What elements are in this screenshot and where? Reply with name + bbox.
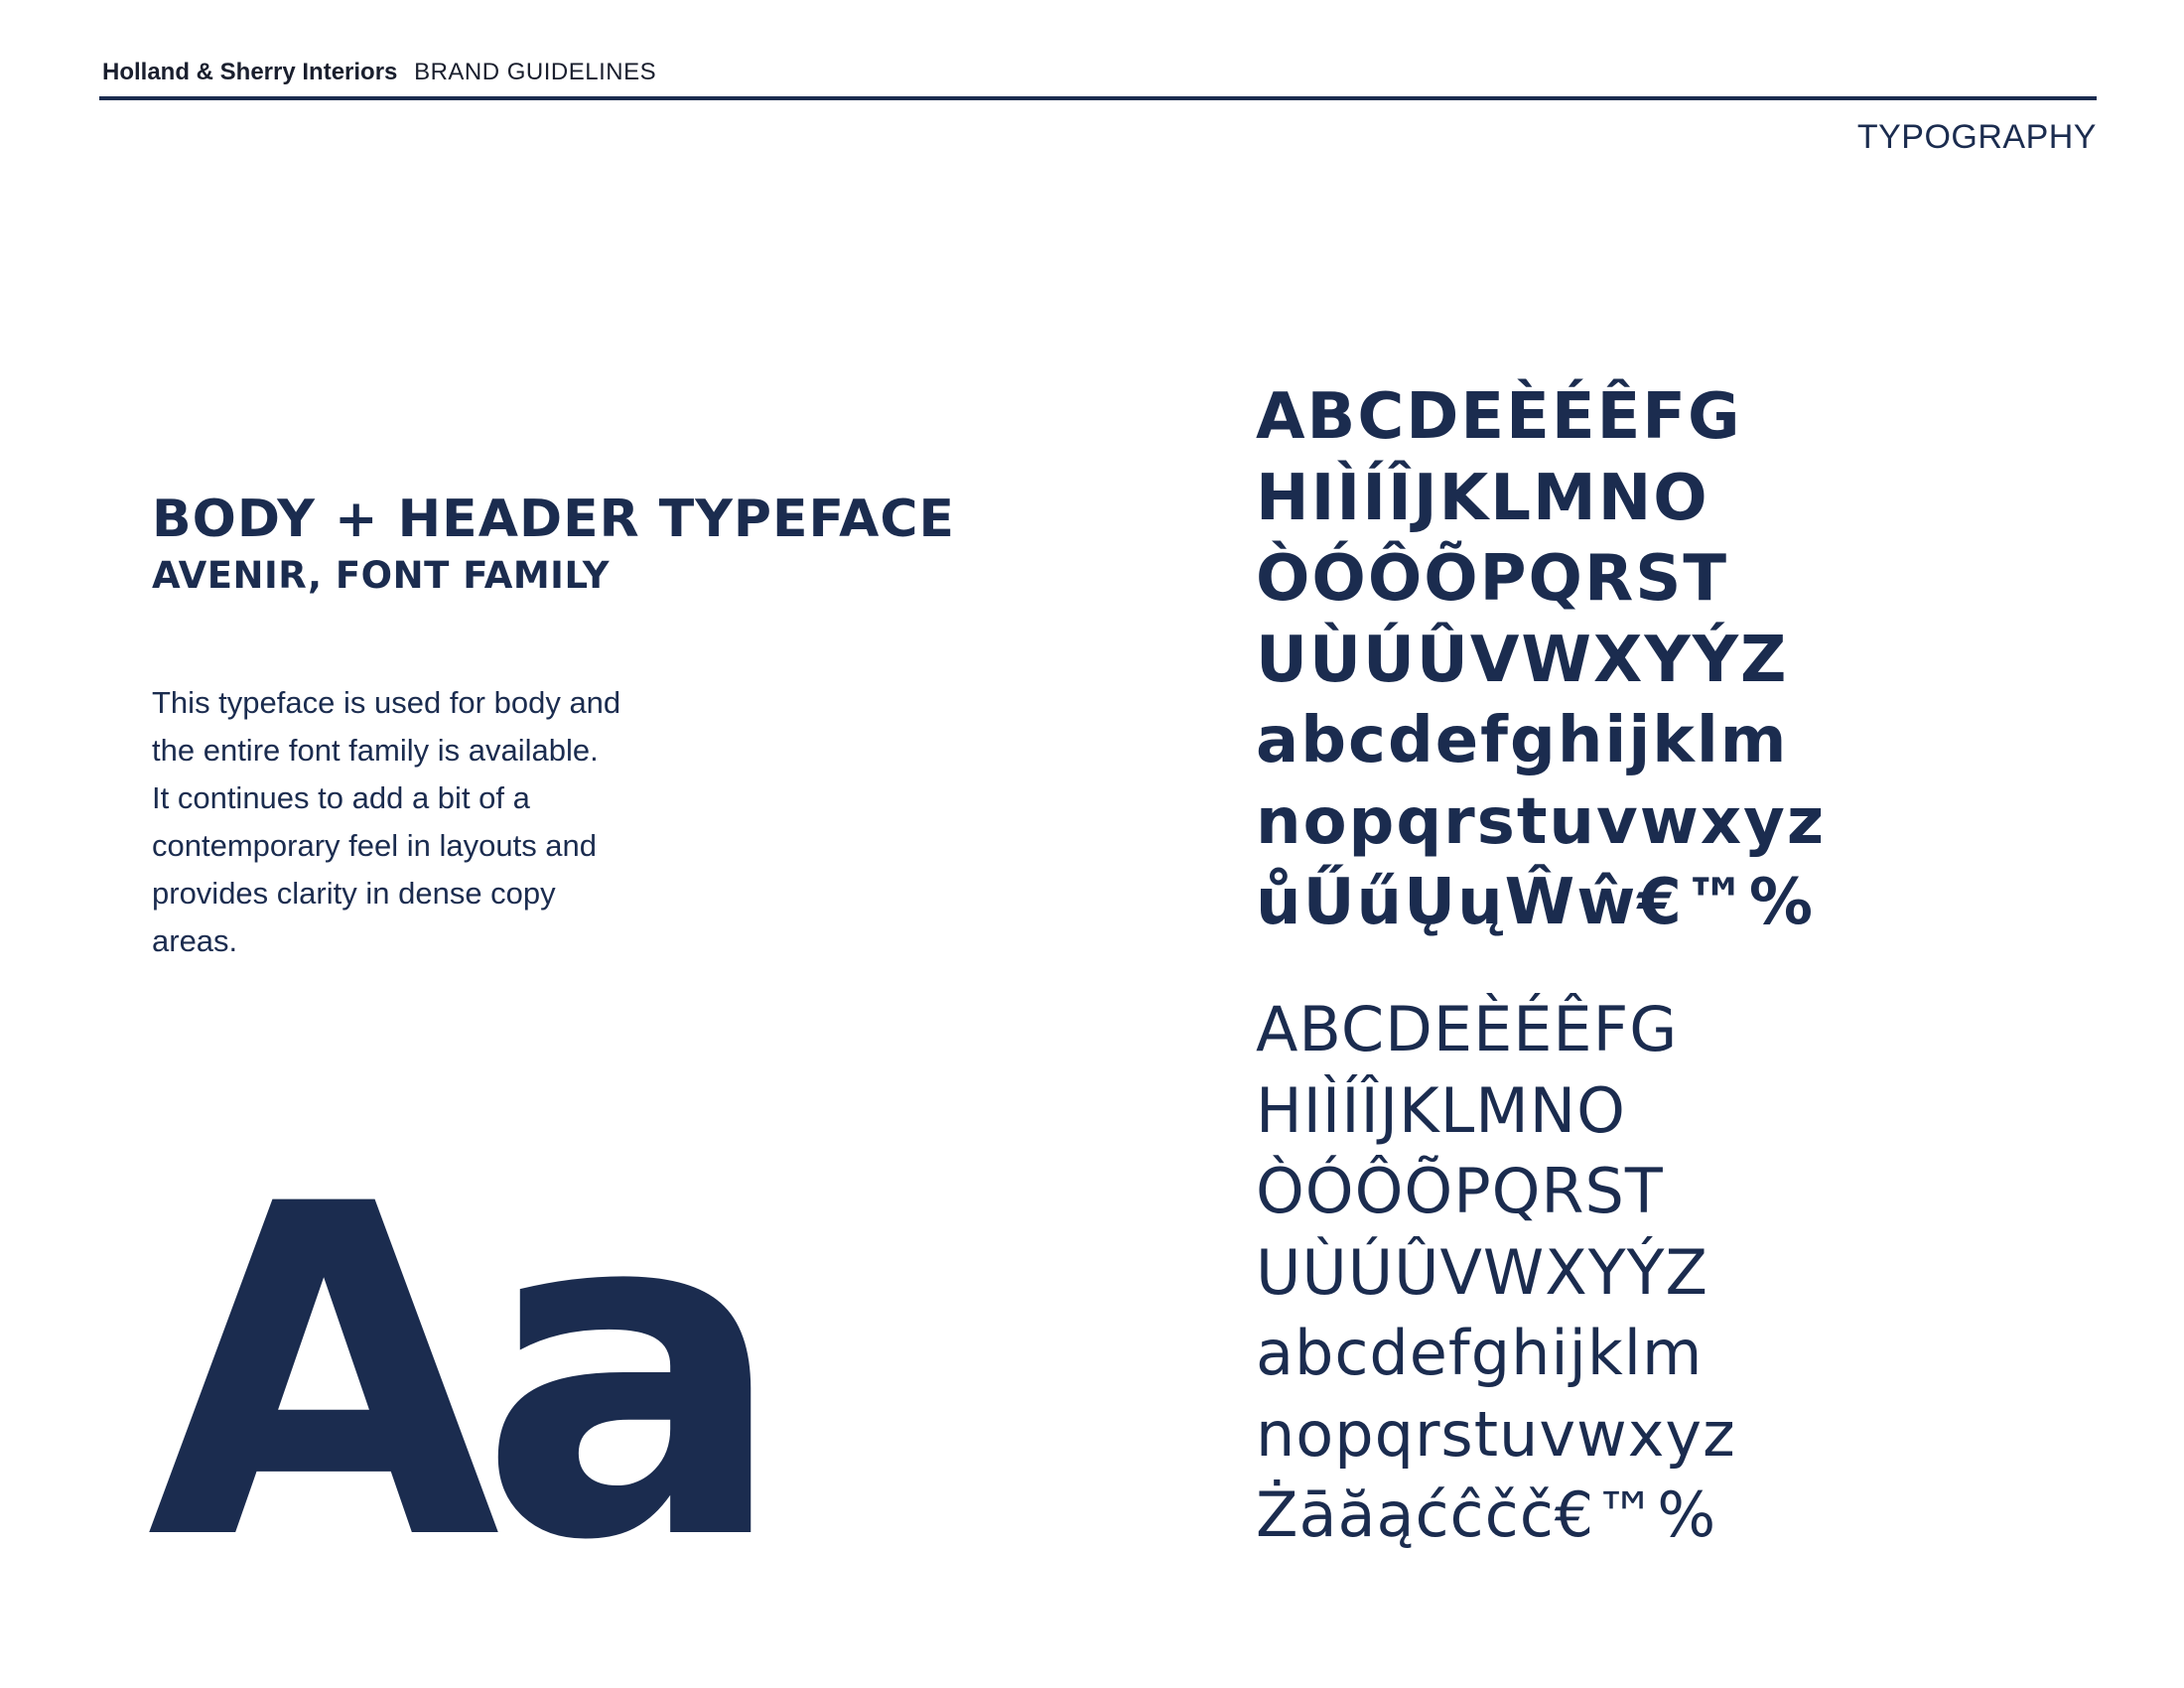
glyph-line: ABCDEÈÉÊFG (1256, 993, 1679, 1065)
glyph-line: Żāăąćĉčč€™% (1256, 1478, 1717, 1551)
description-line: areas. (152, 923, 238, 958)
glyph-line: nopqrstuvwxyz (1256, 1397, 1736, 1471)
glyph-line: UÙÚÛVWXYÝZ (1256, 1235, 1708, 1309)
document-title: BRAND GUIDELINES (414, 59, 657, 85)
regular-glyph-set (1256, 989, 1736, 1556)
description-line: provides clarity in dense copy (152, 876, 556, 911)
glyph-line: ÒÓÔÕPQRST (1256, 1155, 1664, 1227)
section-title: TYPOGRAPHY (1856, 118, 2097, 156)
page-header (102, 58, 656, 87)
glyph-line: ÒÓÔÕPQRST (1256, 542, 1728, 616)
typeface-title: BODY + HEADER TYPEFACE (152, 490, 956, 549)
glyph-line: HIÌÍÎJKLMNO (1256, 1073, 1626, 1147)
header-divider (99, 96, 2097, 100)
glyph-line: UÙÚÛVWXYÝZ (1256, 623, 1789, 697)
glyph-line: nopqrstuvwxyz (1256, 784, 1827, 859)
glyph-line: ABCDEÈÉÊFG (1256, 380, 1742, 454)
typeface-description (152, 679, 708, 965)
large-specimen: Aa (147, 1109, 765, 1640)
description-line: contemporary feel in layouts and (152, 828, 598, 863)
glyph-line: abcdefghijklm (1256, 1317, 1704, 1389)
description-line: This typeface is used for body and (152, 685, 621, 720)
description-line: It continues to add a bit of a (152, 780, 530, 815)
brand-name: Holland & Sherry Interiors (102, 59, 398, 85)
glyph-line: ůŰűŲųŴŵ€™% (1256, 866, 1815, 939)
description-line: the entire font family is available. (152, 733, 599, 768)
glyph-line: HIÌÍÎJKLMNO (1256, 461, 1709, 535)
glyph-line: abcdefghijklm (1256, 704, 1789, 777)
typeface-subtitle: AVENIR, FONT FAMILY (152, 554, 611, 597)
bold-glyph-set (1256, 377, 1826, 944)
